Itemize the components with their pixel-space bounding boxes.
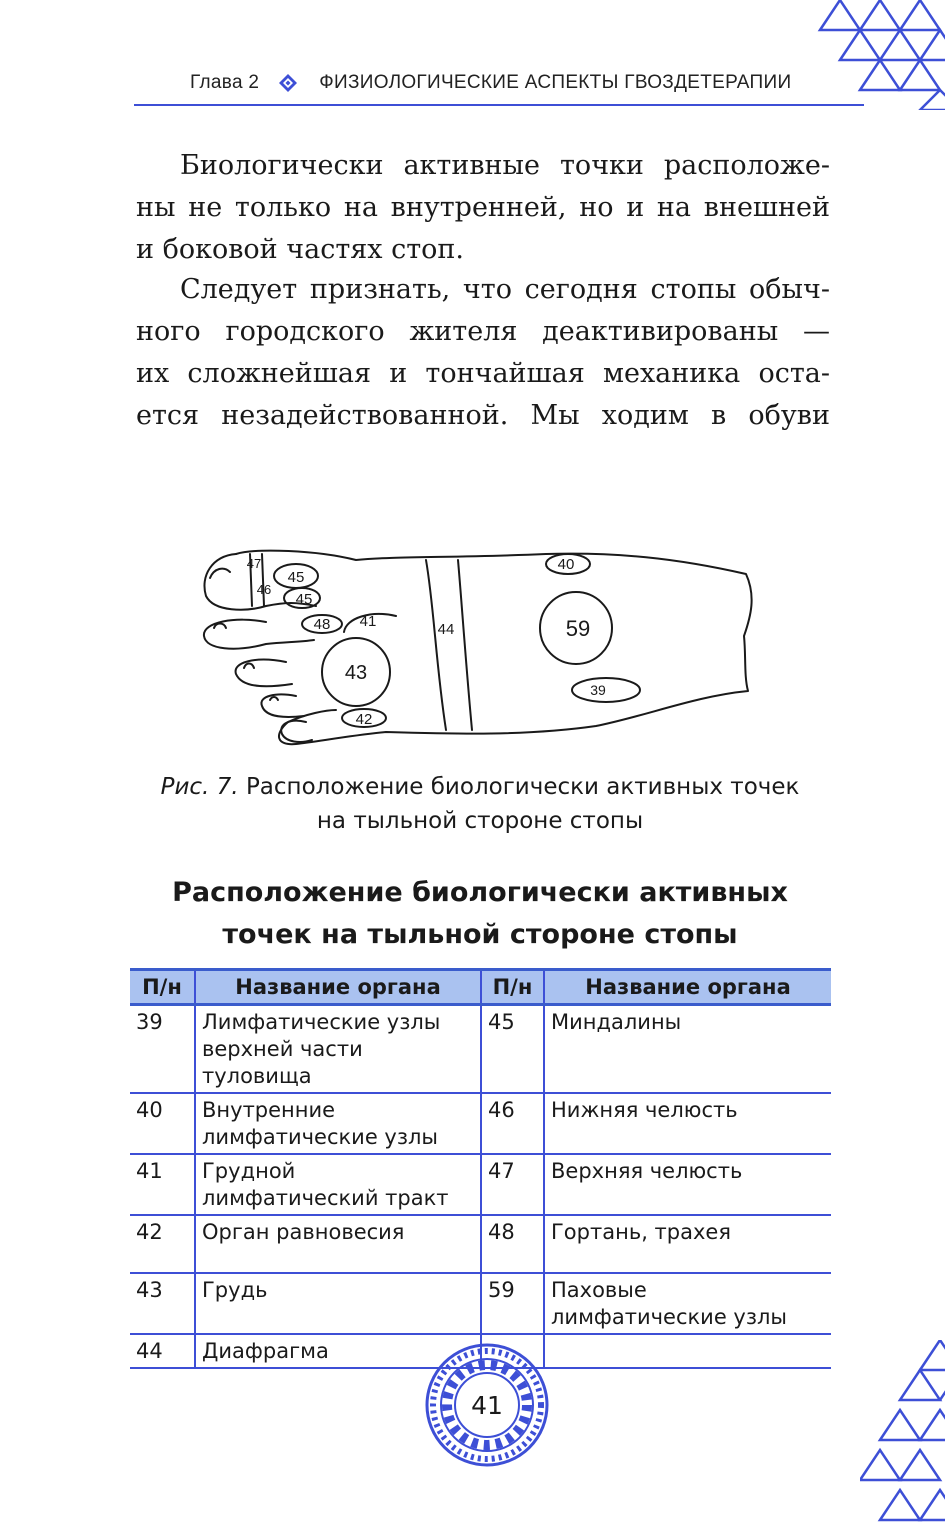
page-number: 41 <box>471 1390 503 1420</box>
table-header-row <box>130 970 831 1005</box>
corner-triangle-pattern-bottom <box>860 1340 945 1529</box>
table-title <box>130 872 830 956</box>
cell-organ: Внутренние лимфатические узлы <box>195 1093 481 1154</box>
cell-organ: Лимфатические узлы верхней части туловища <box>195 1005 481 1094</box>
diamond-icon <box>279 74 297 92</box>
caption-line-2: на тыльной стороне стопы <box>316 808 644 834</box>
cell-number: 39 <box>130 1005 195 1094</box>
header-organ-1: Название органа <box>195 970 481 1005</box>
cell-number: 59 <box>481 1273 544 1334</box>
label-59: 59 <box>565 616 591 641</box>
table-row <box>130 1273 831 1334</box>
text-line: их сложнейшая и тончайшая механика оста- <box>136 358 830 389</box>
cell-organ: Орган равновесия <box>195 1215 481 1273</box>
cell-organ: Грудной лимфатический тракт <box>195 1154 481 1215</box>
diaphragm-band <box>426 560 446 730</box>
text-line: ется незадействованной. Мы ходим в обуви <box>136 400 830 431</box>
cell-number: 48 <box>481 1215 544 1273</box>
label-40: 40 <box>557 556 575 573</box>
points-table <box>130 968 831 1369</box>
text-line: ны не только на внутренней, но и на внешней <box>136 192 830 223</box>
chapter-label: Глава 2 <box>190 72 260 93</box>
cell-number: 47 <box>481 1154 544 1215</box>
table-row <box>130 1093 831 1154</box>
text-line: Следует признать, что сегодня стопы обыч- <box>180 274 830 305</box>
label-43: 43 <box>344 662 368 684</box>
figure-caption <box>130 770 830 838</box>
header-number-2: П/н <box>481 970 544 1005</box>
cell-number: 41 <box>130 1154 195 1215</box>
text-line: ного городского жителя деактивированы — <box>136 316 830 347</box>
cell-number: 46 <box>481 1093 544 1154</box>
label-45b: 45 <box>295 591 313 608</box>
label-42: 42 <box>355 711 373 728</box>
label-47: 47 <box>246 556 262 571</box>
paragraph-2 <box>136 269 830 437</box>
toe-5 <box>281 721 312 742</box>
label-41: 41 <box>359 613 377 630</box>
caption-prefix: Рис. 7. <box>160 774 239 800</box>
table-row <box>130 1215 831 1273</box>
cell-organ: Гортань, трахея <box>544 1215 831 1273</box>
label-48: 48 <box>313 616 331 633</box>
toe-4 <box>261 694 304 717</box>
caption-line-1: Расположение биологически активных точек <box>245 774 800 800</box>
text-line: Биологически активные точки расположе- <box>180 150 830 181</box>
label-44: 44 <box>437 621 455 638</box>
header-number-1: П/н <box>130 970 195 1005</box>
cell-organ: Миндалины <box>544 1005 831 1094</box>
table-title-line-1: Расположение биологически активных <box>172 877 788 908</box>
paragraph-1 <box>136 145 830 271</box>
cell-organ: Нижняя челюсть <box>544 1093 831 1154</box>
foot-diagram <box>196 546 776 756</box>
label-45a: 45 <box>287 569 305 586</box>
cell-number: 40 <box>130 1093 195 1154</box>
cell-number: 44 <box>130 1334 195 1368</box>
label-46: 46 <box>256 582 272 597</box>
cell-organ: Верхняя челюсть <box>544 1154 831 1215</box>
header-organ-2: Название органа <box>544 970 831 1005</box>
cell-number: 43 <box>130 1273 195 1334</box>
foot-outline <box>236 551 752 745</box>
text-line: и боковой частях стоп. <box>136 234 464 265</box>
point-39-ellipse <box>572 678 640 702</box>
cell-organ: Диафрагма <box>195 1334 481 1368</box>
cell-organ <box>544 1334 831 1368</box>
table-title-line-2: точек на тыльной стороне стопы <box>222 919 738 950</box>
running-header <box>134 58 864 106</box>
cell-organ: Грудь <box>195 1273 481 1334</box>
table-row <box>130 1154 831 1215</box>
chapter-title: ФИЗИОЛОГИЧЕСКИЕ АСПЕКТЫ ГВОЗДЕТЕРАПИИ <box>319 72 792 93</box>
cell-number: 42 <box>130 1215 195 1273</box>
label-39: 39 <box>590 682 606 698</box>
toe-3 <box>236 660 292 687</box>
cell-organ: Паховые лимфатические узлы <box>544 1273 831 1334</box>
table-row <box>130 1005 831 1094</box>
cell-number: 45 <box>481 1005 544 1094</box>
